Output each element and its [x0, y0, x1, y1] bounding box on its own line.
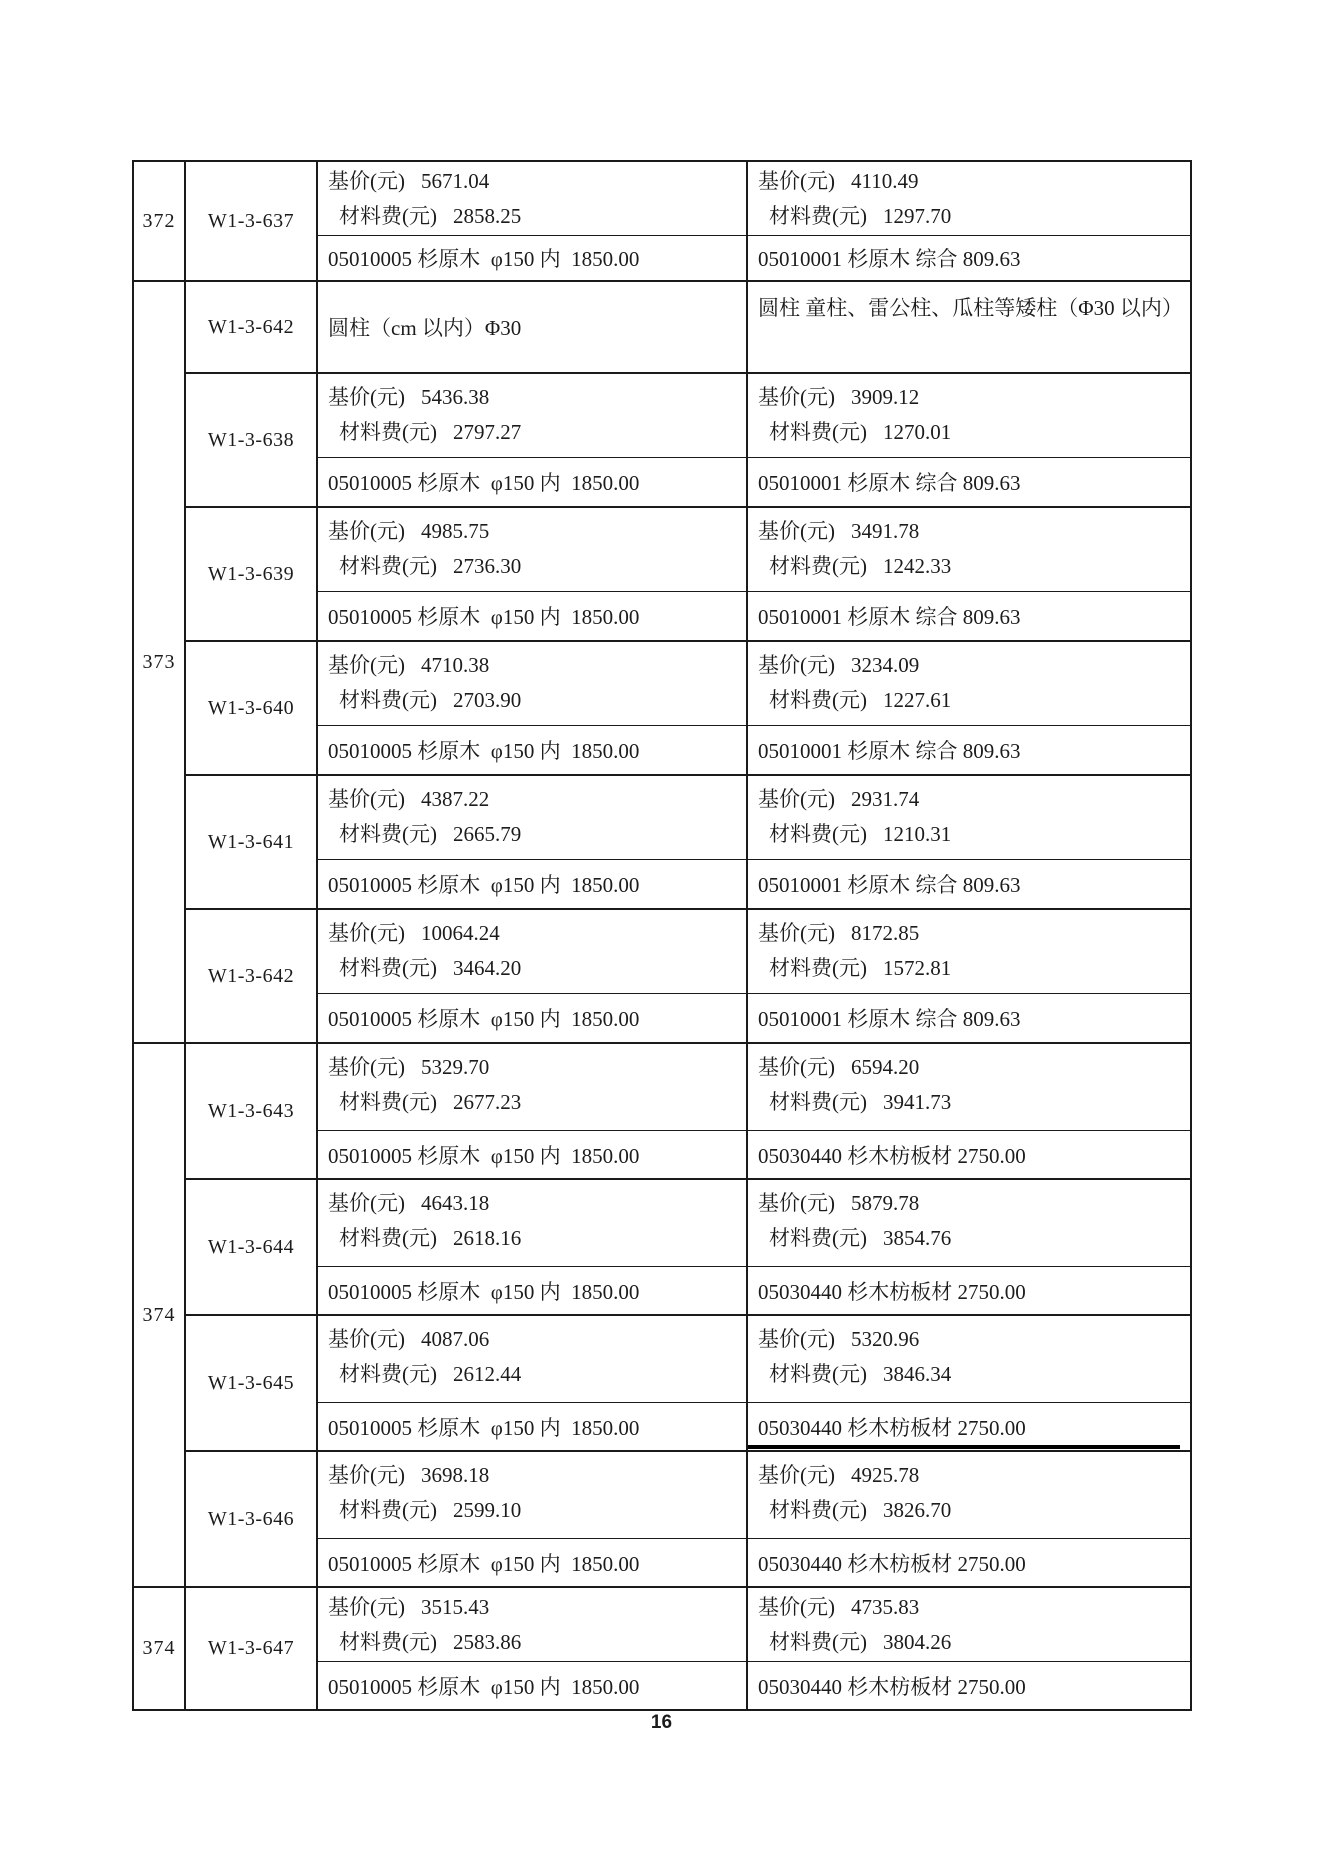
material-fee-value: 1270.01	[883, 420, 952, 444]
material-line-right: 05010001 杉原木 综合 809.63	[758, 471, 1021, 495]
material-fee-value: 2618.16	[453, 1226, 522, 1250]
base-price-value: 3491.78	[851, 519, 920, 543]
material-fee-value: 2736.30	[453, 554, 522, 578]
material-fee-label: 材料费(元)	[339, 1362, 437, 1386]
item-code: W1-3-637	[186, 162, 318, 280]
item-code: W1-3-647	[186, 1588, 318, 1709]
base-price-line	[748, 380, 1190, 415]
base-price-value: 3234.09	[851, 653, 920, 677]
price-row	[318, 1316, 1190, 1403]
group-w1-3-647	[186, 1588, 1190, 1709]
base-price-line	[318, 1590, 746, 1625]
group-w1-3-646	[186, 1452, 1190, 1586]
material-line-right: 05030440 杉木枋板材 2750.00	[758, 1143, 1026, 1168]
material-line-left: 05010005 杉原木 φ150 内 1850.00	[318, 1539, 748, 1586]
base-price-value: 4087.06	[421, 1327, 490, 1351]
material-fee-value: 2599.10	[453, 1498, 522, 1522]
material-fee-label: 材料费(元)	[769, 1362, 867, 1386]
material-fee-label: 材料费(元)	[339, 1498, 437, 1522]
price-cell-left	[318, 642, 748, 725]
material-fee-line	[318, 199, 746, 234]
base-price-line	[318, 648, 746, 683]
base-price-label: 基价(元)	[758, 1055, 835, 1079]
base-price-label: 基价(元)	[758, 921, 835, 945]
material-line-right: 05010001 杉原木 综合 809.63	[758, 739, 1021, 763]
material-line-left: 05010005 杉原木 φ150 内 1850.00	[318, 592, 748, 640]
group-w1-3-639	[186, 508, 1190, 642]
material-fee-value: 1572.81	[883, 956, 952, 980]
material-fee-line	[748, 1085, 1190, 1120]
base-price-value: 4925.78	[851, 1463, 920, 1487]
price-cell-left	[318, 1588, 748, 1661]
price-row	[318, 776, 1190, 860]
price-cell-right	[748, 1044, 1190, 1130]
section-372	[134, 162, 1190, 282]
base-price-label: 基价(元)	[328, 385, 405, 409]
row-number: 374	[134, 1044, 186, 1586]
section-373	[134, 282, 1190, 1044]
item-code: W1-3-645	[186, 1316, 318, 1450]
base-price-line	[748, 648, 1190, 683]
base-price-value: 4110.49	[851, 169, 919, 193]
group-w1-3-641	[186, 776, 1190, 910]
base-price-label: 基价(元)	[758, 519, 835, 543]
price-row	[318, 1452, 1190, 1539]
item-code: W1-3-644	[186, 1180, 318, 1314]
group-w1-3-642	[186, 910, 1190, 1042]
base-price-label: 基价(元)	[328, 1595, 405, 1619]
material-fee-label: 材料费(元)	[339, 204, 437, 228]
base-price-line	[318, 1186, 746, 1221]
material-row	[318, 1662, 1190, 1709]
price-cell-right	[748, 162, 1190, 235]
base-price-label: 基价(元)	[328, 519, 405, 543]
material-fee-value: 2703.90	[453, 688, 522, 712]
material-fee-line	[748, 549, 1190, 584]
category-desc-left: 圆柱（cm 以内）Φ30	[318, 282, 748, 372]
base-price-value: 4710.38	[421, 653, 490, 677]
page-number: 16	[650, 1712, 673, 1733]
row-number: 373	[134, 282, 186, 1042]
material-fee-line	[748, 1357, 1190, 1392]
price-cell-left	[318, 508, 748, 591]
base-price-label: 基价(元)	[758, 385, 835, 409]
base-price-line	[748, 1322, 1190, 1357]
price-cell-left	[318, 910, 748, 993]
price-cell-left	[318, 374, 748, 457]
material-line-right: 05010001 杉原木 综合 809.63	[758, 1007, 1021, 1031]
price-row	[318, 162, 1190, 236]
base-price-line	[748, 164, 1190, 199]
price-cell-left	[318, 162, 748, 235]
base-price-value: 4735.83	[851, 1595, 920, 1619]
base-price-label: 基价(元)	[758, 1463, 835, 1487]
group-w1-3-643	[186, 1044, 1190, 1180]
material-fee-value: 1227.61	[883, 688, 952, 712]
base-price-line	[748, 1590, 1190, 1625]
base-price-value: 8172.85	[851, 921, 920, 945]
base-price-value: 3909.12	[851, 385, 920, 409]
material-fee-value: 3846.34	[883, 1362, 952, 1386]
price-row	[318, 642, 1190, 726]
price-row	[318, 910, 1190, 994]
base-price-label: 基价(元)	[758, 169, 835, 193]
material-fee-label: 材料费(元)	[339, 1090, 437, 1114]
material-line-left: 05010005 杉原木 φ150 内 1850.00	[318, 726, 748, 774]
material-row	[318, 1403, 1190, 1450]
material-fee-value: 1210.31	[883, 822, 952, 846]
material-fee-label: 材料费(元)	[769, 204, 867, 228]
material-fee-value: 2665.79	[453, 822, 522, 846]
material-fee-label: 材料费(元)	[769, 420, 867, 444]
material-fee-label: 材料费(元)	[339, 1630, 437, 1654]
price-cell-left	[318, 1180, 748, 1266]
base-price-label: 基价(元)	[328, 787, 405, 811]
material-fee-line	[748, 415, 1190, 450]
material-fee-value: 1297.70	[883, 204, 952, 228]
material-fee-label: 材料费(元)	[339, 956, 437, 980]
base-price-value: 4643.18	[421, 1191, 490, 1215]
material-line-left: 05010005 杉原木 φ150 内 1850.00	[318, 236, 748, 280]
material-fee-value: 2677.23	[453, 1090, 522, 1114]
base-price-label: 基价(元)	[328, 1327, 405, 1351]
group-w1-3-644	[186, 1180, 1190, 1316]
material-fee-label: 材料费(元)	[339, 688, 437, 712]
base-price-value: 5436.38	[421, 385, 490, 409]
base-price-label: 基价(元)	[758, 1191, 835, 1215]
material-fee-line	[748, 683, 1190, 718]
material-fee-label: 材料费(元)	[769, 554, 867, 578]
base-price-label: 基价(元)	[328, 169, 405, 193]
price-row	[318, 1588, 1190, 1662]
item-code: W1-3-643	[186, 1044, 318, 1178]
material-line-left: 05010005 杉原木 φ150 内 1850.00	[318, 1267, 748, 1314]
material-fee-line	[318, 683, 746, 718]
base-price-value: 10064.24	[421, 921, 500, 945]
price-cell-right	[748, 1316, 1190, 1402]
base-price-line	[748, 1186, 1190, 1221]
price-row	[318, 1044, 1190, 1131]
material-row	[318, 860, 1190, 908]
item-code: W1-3-642	[186, 282, 318, 372]
base-price-line	[318, 782, 746, 817]
material-fee-label: 材料费(元)	[769, 1498, 867, 1522]
base-price-value: 5671.04	[421, 169, 490, 193]
material-text: 05030440 杉木枋板材 2750.00	[758, 1415, 1026, 1440]
price-row	[318, 508, 1190, 592]
base-price-value: 5879.78	[851, 1191, 920, 1215]
material-line-right: 05030440 杉木枋板材 2750.00	[758, 1674, 1026, 1699]
base-price-value: 4985.75	[421, 519, 490, 543]
price-cell-right	[748, 910, 1190, 993]
material-fee-line	[318, 817, 746, 852]
heavy-underline	[748, 1445, 1180, 1449]
base-price-value: 5329.70	[421, 1055, 490, 1079]
material-line-right: 05010001 杉原木 综合 809.63	[758, 873, 1021, 897]
price-cell-right	[748, 642, 1190, 725]
material-line-right	[748, 1403, 1190, 1450]
base-price-line	[318, 380, 746, 415]
group-w1-3-645	[186, 1316, 1190, 1452]
base-price-line	[318, 1458, 746, 1493]
section-374	[134, 1044, 1190, 1588]
material-line-left: 05010005 杉原木 φ150 内 1850.00	[318, 994, 748, 1042]
base-price-line	[318, 1322, 746, 1357]
price-row	[318, 1180, 1190, 1267]
base-price-line	[748, 916, 1190, 951]
category-desc-right: 圆柱 童柱、雷公柱、瓜柱等矮柱（Φ30 以内）	[758, 296, 1183, 320]
section-body	[186, 162, 1190, 280]
material-line-left: 05010005 杉原木 φ150 内 1850.00	[318, 1131, 748, 1178]
material-line-right: 05030440 杉木枋板材 2750.00	[758, 1279, 1026, 1304]
price-cell-left	[318, 776, 748, 859]
base-price-label: 基价(元)	[758, 1327, 835, 1351]
material-fee-line	[748, 199, 1190, 234]
material-fee-label: 材料费(元)	[339, 554, 437, 578]
group-w1-3-640	[186, 642, 1190, 776]
base-price-line	[748, 782, 1190, 817]
material-fee-label: 材料费(元)	[769, 822, 867, 846]
material-fee-value: 2612.44	[453, 1362, 522, 1386]
item-code: W1-3-639	[186, 508, 318, 640]
base-price-value: 2931.74	[851, 787, 920, 811]
material-fee-line	[748, 1493, 1190, 1528]
price-cell-right	[748, 1180, 1190, 1266]
material-fee-line	[318, 1493, 746, 1528]
price-cell-left	[318, 1452, 748, 1538]
section-374-continued	[134, 1588, 1190, 1709]
price-row	[318, 374, 1190, 458]
material-fee-line	[748, 951, 1190, 986]
material-fee-value: 2583.86	[453, 1630, 522, 1654]
material-fee-label: 材料费(元)	[339, 822, 437, 846]
material-line-left: 05010005 杉原木 φ150 内 1850.00	[318, 860, 748, 908]
material-fee-value: 2797.27	[453, 420, 522, 444]
item-code: W1-3-638	[186, 374, 318, 506]
base-price-line	[318, 514, 746, 549]
section-body	[186, 1588, 1190, 1709]
price-cell-right	[748, 1452, 1190, 1538]
material-fee-label: 材料费(元)	[339, 420, 437, 444]
price-cell-left	[318, 1316, 748, 1402]
price-cell-right	[748, 1588, 1190, 1661]
material-fee-line	[318, 1357, 746, 1392]
material-line-right: 05030440 杉木枋板材 2750.00	[758, 1551, 1026, 1576]
material-fee-line	[748, 817, 1190, 852]
price-cell-right	[748, 374, 1190, 457]
material-line-right: 05010001 杉原木 综合 809.63	[758, 247, 1021, 271]
item-code: W1-3-640	[186, 642, 318, 774]
material-fee-value: 1242.33	[883, 554, 952, 578]
price-cell-left	[318, 1044, 748, 1130]
material-fee-line	[748, 1625, 1190, 1660]
material-row	[318, 726, 1190, 774]
material-fee-line	[318, 1221, 746, 1256]
material-fee-label: 材料费(元)	[769, 1090, 867, 1114]
material-fee-line	[318, 549, 746, 584]
material-fee-value: 3854.76	[883, 1226, 952, 1250]
material-row	[318, 994, 1190, 1042]
base-price-line	[318, 1050, 746, 1085]
material-fee-value: 2858.25	[453, 204, 522, 228]
base-price-label: 基价(元)	[328, 1055, 405, 1079]
material-line-right: 05010001 杉原木 综合 809.63	[758, 605, 1021, 629]
category-header-row	[186, 282, 1190, 374]
material-fee-label: 材料费(元)	[769, 956, 867, 980]
base-price-line	[748, 1050, 1190, 1085]
material-row	[318, 236, 1190, 280]
item-code: W1-3-641	[186, 776, 318, 908]
base-price-value: 5320.96	[851, 1327, 920, 1351]
material-fee-value: 3826.70	[883, 1498, 952, 1522]
material-fee-label: 材料费(元)	[769, 1226, 867, 1250]
base-price-line	[748, 1458, 1190, 1493]
base-price-line	[748, 514, 1190, 549]
base-price-line	[318, 916, 746, 951]
material-row	[318, 592, 1190, 640]
price-table	[132, 160, 1192, 1711]
price-cell-right	[748, 508, 1190, 591]
material-fee-value: 3464.20	[453, 956, 522, 980]
base-price-label: 基价(元)	[328, 1463, 405, 1487]
base-price-value: 4387.22	[421, 787, 490, 811]
row-number: 374	[134, 1588, 186, 1709]
material-fee-label: 材料费(元)	[339, 1226, 437, 1250]
item-code: W1-3-642	[186, 910, 318, 1042]
material-row	[318, 1131, 1190, 1178]
material-fee-line	[318, 951, 746, 986]
base-price-value: 6594.20	[851, 1055, 920, 1079]
base-price-label: 基价(元)	[758, 787, 835, 811]
base-price-line	[318, 164, 746, 199]
material-fee-label: 材料费(元)	[769, 1630, 867, 1654]
base-price-label: 基价(元)	[328, 653, 405, 677]
material-fee-line	[318, 415, 746, 450]
base-price-value: 3698.18	[421, 1463, 490, 1487]
material-row	[318, 1539, 1190, 1586]
base-price-label: 基价(元)	[758, 653, 835, 677]
material-line-left: 05010005 杉原木 φ150 内 1850.00	[318, 458, 748, 506]
group-w1-3-638	[186, 374, 1190, 508]
material-fee-value: 3804.26	[883, 1630, 952, 1654]
material-fee-line	[318, 1085, 746, 1120]
base-price-label: 基价(元)	[758, 1595, 835, 1619]
base-price-value: 3515.43	[421, 1595, 490, 1619]
material-line-left: 05010005 杉原木 φ150 内 1850.00	[318, 1662, 748, 1709]
material-fee-line	[318, 1625, 746, 1660]
row-number: 372	[134, 162, 186, 280]
material-row	[318, 1267, 1190, 1314]
material-fee-line	[748, 1221, 1190, 1256]
material-row	[318, 458, 1190, 506]
section-body	[186, 282, 1190, 1042]
material-fee-value: 3941.73	[883, 1090, 952, 1114]
material-line-left: 05010005 杉原木 φ150 内 1850.00	[318, 1403, 748, 1450]
section-body	[186, 1044, 1190, 1586]
base-price-label: 基价(元)	[328, 921, 405, 945]
material-fee-label: 材料费(元)	[769, 688, 867, 712]
item-code: W1-3-646	[186, 1452, 318, 1586]
price-cell-right	[748, 776, 1190, 859]
base-price-label: 基价(元)	[328, 1191, 405, 1215]
group-w1-3-637	[186, 162, 1190, 280]
